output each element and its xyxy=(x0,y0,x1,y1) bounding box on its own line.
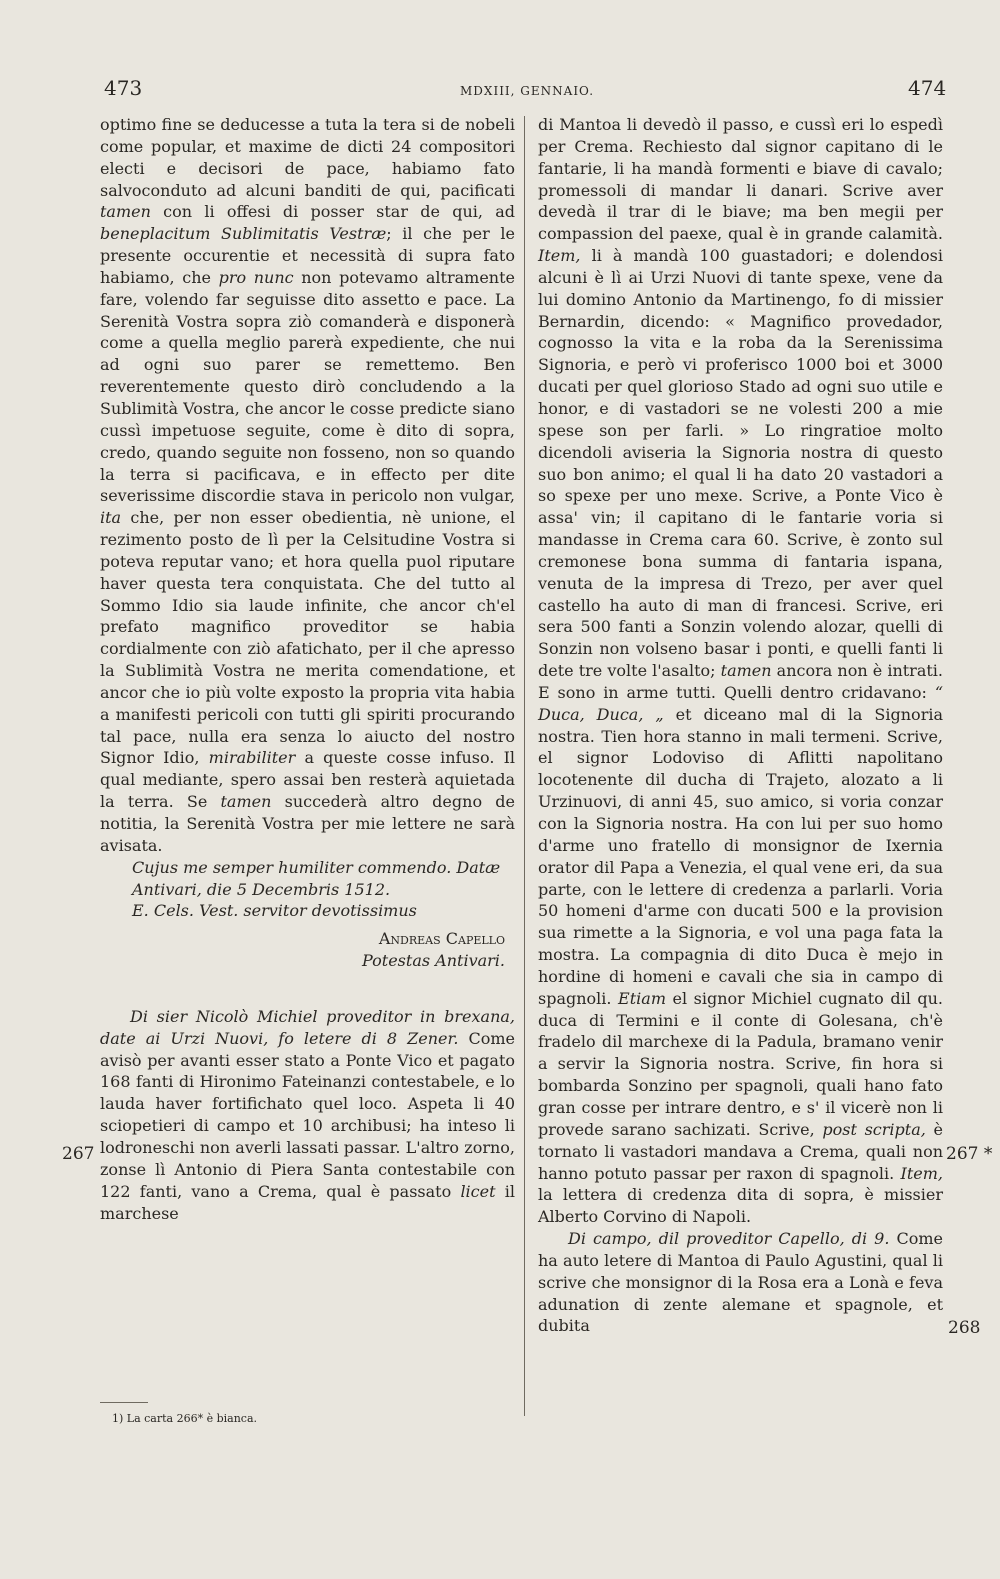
letter-body: optimo fine se deducesse a tuta la tera si de nobeli come popular, et maxime de dicti 24 compositori electi e decisori de pace, habiamo fato salvoconduto ad alcuni banditi de qui, pacificati tamen con li offesi di posser star de qui, ad beneplacitum Sublimitatis Vestræ; il che per le presente occurentie et necessità di supra fato habiamo, che pro nunc non potevamo altramente fare, volendo far seguisse dito assetto e pace. La Serenità Vostra sopra ziò comanderà e disponerà come a quella meglio parerà expediente, che nui ad ogni suo parer se remettemo. Ben reverentemente questo dirò concludendo a la Sublimità Vostra, che ancor le cosse predicte siano cussì impetuose seguite, come è dito di sopra, credo, quando seguite non fosseno, non so quando la terra si pacificava, e in effecto per dite severissime discordie stava in pericolo non vulgar, ita che, per non esser obedientia, nè unione, el rezimento posto de lì per la Celsitudine Vostra si poteva reputar vano; et hora quella puol riputare haver questa tera conquistata. Che del tutto al Sommo Idio sia laude infinite, che ancor ch'el prefato magnifico proveditor se habia cordialmente con ziò afatichato, per il che apresso la Sublimità Vostra ne merita comendatione, et ancor che io più volte exposto la propria vita habia a manifesti pericoli con tutti gli spiriti procurando tal pace, nulla era senza lo aiucto del nostro Signor Idio, mirabiliter a queste cosse infuso. Il qual mediante, spero assai ben resterà aquietada la terra. Se tamen succederà altro degno de notitia, la Serenità Vostra per mie lettere ne sarà avisata. xyxy=(100,115,516,855)
running-title: MDXIII, GENNAIO. xyxy=(460,84,595,98)
column-divider xyxy=(524,116,525,1416)
right-column xyxy=(538,114,943,1337)
margin-number-right-268: 268 xyxy=(948,1318,981,1338)
left-page-number: 473 xyxy=(104,76,143,100)
right-page-number: 474 xyxy=(908,76,947,100)
footnote: 1) La carta 266* è bianca. xyxy=(112,1412,258,1425)
entry-michiel: Di sier Nicolò Michiel proveditor in brexana, date ai Urzi Nuovi, fo letere di 8 Zener. Come avisò per avanti esser stato a Ponte Vico et pagato 168 fanti di Hironimo Fateinanzi contestabele, e lo lauda haver fortifichato quel loco. Aspeta li 40 sciopetieri di campo et 10 archibusi; ha inteso li lodroneschi non averli lassati passar. L'altro zorno, zonse lì Antonio di Piera Santa contestabile con 122 fanti, vano a Crema, qual è passato licet il marchese xyxy=(100,1006,515,1223)
signature-name: Andreas Capello xyxy=(378,929,505,949)
entry-campo: Di campo, dil proveditor Capello, di 9. Come ha auto letere di Mantoa di Paulo Agustini, qual li scrive che monsignor di la Rosa era a Lonà e feva adunation di zente alemane et spagnole, et dubita xyxy=(538,1229,943,1336)
letter-servitor: E. Cels. Vest. servitor devotissimus xyxy=(132,901,417,921)
entry-continuation: di Mantoa li devedò il passo, e cussì eri lo espedì per Crema. Rechiesto dal signor capitano di le fantarie, li ha mandà formenti e biave di cavalo; promessoli di mandar li danari. Scrive aver devedà il trar di le biave; ma ben megii per compassion del paexe, qual è in grande calamità. Item, li à mandà 100 guastadori; e dolendosi alcuni è lì ai Urzi Nuovi di tante spexe, vene da lui domino Antonio da Martinengo, fo di missier Bernardin, dicendo: « Magnifico provedador, cognosso la vita e la roba da la Serenissima Signoria, e però vi proferisco 1000 boi et 3000 ducati per quel glorioso Stado ad ogni suo utile e honor, e di vastadori se ne volesti 200 a mie spese son per farli. » Lo ringratioe molto dicendoli aviseria la Signoria nostra di questo suo bon animo; el qual li ha dato 20 vastadori a so spexe per uno mexe. Scrive, a Ponte Vico è assa' vin; il capitano di le fantarie voria si mandasse in Crema cara 60. Scrive, è zonto sul cremonese bona summa di fantaria ispana, venuta de la impresa di Trezo, per aver quel castello ha auto di man di francesi. Scrive, eri sera 500 fanti a Sonzin volendo alozar, quelli di Sonzin non volseno basar i ponti, e quelli fanti li dete tre volte l'asalto; tamen ancora non è intrati. E sono in arme tutti. Quelli dentro cridavano: “ Duca, Duca, „ et diceano mal di la Signoria nostra. Tien hora stanno in mali termeni. Scrive, el signor Lodoviso di Aflitti napolitano locotenente dil ducha di Trajeto, alozato a li Urzinuovi, di anni 45, suo amico, si voria conzar con la Signoria nostra. Ha con lui per suo homo d'arme uno fratello di monsignor de Ixernia orator dil Papa a Venezia, el qual vene eri, da sua parte, con le lettere di credenza a parlarli. Voria 50 homeni d'arme con ducati 500 e la provision sua rimette a la Signoria, e vol una paga fata la mostra. La compagnia di dito Duca è mejo in hordine di homeni e cavali che sia in campo di spagnoli. Etiam el signor Michiel cugnato dil qu. duca di Termini e il conte di Golesana, ch'è fradelo dil marchexe di la Padula, bramano venir a servir la Signoria nostra. Scrive, fin hora si bombarda Sonzino per spagnoli, quali hano fato gran cosse per intrare dentro, e s' il vicerè non li provede sarano sachizati. Scrive, post scripta, è tornato li vastadori mandava a Crema, quali non hanno potuto passar per raxon di spagnoli. Item, la lettera di credenza dita di sopra, è missier Alberto Corvino di Napoli. xyxy=(538,115,944,1227)
left-column xyxy=(100,114,515,1224)
signature-title: Potestas Antivari. xyxy=(362,951,505,971)
footnote-rule xyxy=(100,1402,148,1403)
margin-number-right-267: 267 * xyxy=(946,1144,993,1164)
letter-closing: Cujus me semper humiliter commendo. Datæ Antivari, die 5 Decembris 1512. xyxy=(132,857,501,899)
margin-number-left: 267 xyxy=(62,1144,95,1164)
page-header xyxy=(0,74,1000,104)
